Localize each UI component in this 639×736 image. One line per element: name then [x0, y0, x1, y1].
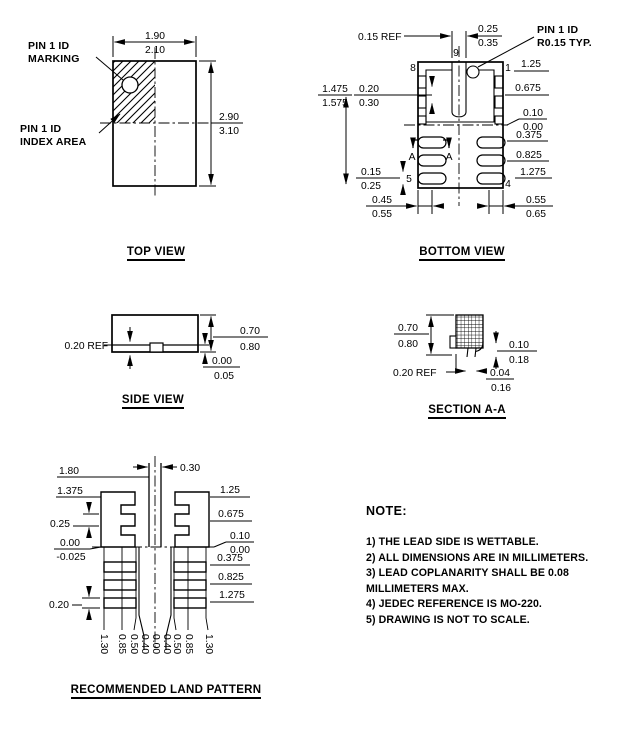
lead-width-max: 0.25 [360, 181, 382, 192]
land-0-10: 0.10 [229, 531, 251, 542]
section-height-min: 0.70 [397, 323, 419, 334]
land-bottom-dim-6: 0.50 [171, 634, 182, 655]
land-bottom-dim-5: 0.40 [161, 634, 172, 655]
land-extension-lines [104, 547, 208, 630]
land-0-25: 0.25 [49, 519, 71, 530]
land-0-20: 0.20 [48, 600, 70, 611]
note-heading: NOTE: [366, 504, 407, 518]
bottom-view-title [402, 242, 522, 261]
bottom-ref-top: 0.15 REF [358, 32, 402, 43]
side-view-title [98, 390, 208, 409]
pin-4-label: 4 [505, 179, 511, 190]
land-0-00b: 0.00 [229, 545, 251, 556]
section-marker-a-right: A [445, 152, 453, 163]
land-comb-right [175, 492, 209, 547]
land-1-25: 1.25 [219, 485, 241, 496]
land-0-30: 0.30 [180, 463, 201, 474]
section-ref: 0.20 REF [393, 368, 437, 379]
corner-lead-max: 0.55 [371, 209, 393, 220]
side-height-min: 0.70 [239, 326, 261, 337]
note-line: MILLIMETERS MAX. [366, 582, 469, 595]
pin-8-label: 8 [410, 63, 416, 74]
section-wettable-step [450, 336, 456, 348]
pin1-marking-line2: MARKING [28, 52, 80, 65]
corner-lead-min: 0.45 [371, 195, 393, 206]
land-bottom-dim-7: 0.85 [183, 634, 194, 655]
standoff-max: 0.05 [213, 371, 235, 382]
pin1-index-callout [20, 123, 86, 148]
section-aa-view [393, 315, 537, 394]
section-marker-a-left: A [408, 152, 416, 163]
land-bottom-dim-1: 0.85 [116, 634, 127, 655]
section-dim2-min: 0.04 [489, 368, 511, 379]
side-ref: 0.20 REF [64, 341, 108, 352]
bottom-view-title-text: BOTTOM VIEW [419, 246, 505, 261]
pin-9-label: 9 [453, 48, 459, 59]
top-height-min: 2.90 [218, 112, 240, 123]
dim-0-10: 0.10 [522, 108, 544, 119]
land-bottom-dim-3: 0.40 [139, 634, 150, 655]
pin1-marking-line1: PIN 1 ID [28, 40, 70, 52]
pin-5-label: 5 [406, 174, 412, 185]
section-aa-title [403, 400, 531, 419]
notes-block [366, 504, 631, 629]
lead-width-min: 0.15 [360, 167, 382, 178]
land-bottom-dim-8: 1.30 [203, 634, 214, 655]
land-0-375: 0.375 [217, 553, 243, 564]
standoff-min: 0.00 [211, 356, 233, 367]
corner-lead2-max: 0.65 [525, 209, 547, 220]
pin1-radius-line2: R0.15 TYP. [537, 36, 592, 49]
section-dim1-min: 0.10 [508, 340, 530, 351]
land-1-375: 1.375 [57, 486, 83, 497]
pad-width-max: 0.30 [358, 98, 380, 109]
note-line: 4) JEDEC REFERENCE IS MO-220. [366, 598, 542, 611]
bottom-view-thermal-pad-outline [426, 70, 494, 122]
dim-0-375: 0.375 [516, 130, 542, 141]
side-view-title-text: SIDE VIEW [122, 394, 184, 409]
pin-1-label: 1 [505, 63, 511, 74]
top-view-pin1-marking-circle [122, 77, 138, 93]
section-lead-body-hatched [456, 315, 483, 348]
land-0-00: 0.00 [59, 538, 81, 549]
pin1-radius-line1: PIN 1 ID [537, 24, 579, 36]
land-0-825: 0.825 [218, 572, 244, 583]
land-pattern [49, 456, 254, 654]
land-pattern-title [55, 680, 277, 699]
slot-width-max: 0.35 [477, 38, 499, 49]
side-view-lead-bump [150, 343, 163, 352]
top-width-min: 1.90 [144, 31, 166, 42]
pin1-radius-callout [537, 24, 592, 49]
land-1-80: 1.80 [58, 466, 80, 477]
note-line: 3) LEAD COPLANARITY SHALL BE 0.08 [366, 567, 570, 580]
land-bottom-dim-2: 0.50 [128, 634, 139, 655]
side-view [65, 315, 269, 382]
pad-width-min: 0.20 [358, 84, 380, 95]
section-dim2-max: 0.16 [490, 383, 512, 394]
dim-1-25: 1.25 [520, 59, 542, 70]
note-line: 1) THE LEAD SIDE IS WETTABLE. [366, 536, 539, 548]
dim-0-00: 0.00 [522, 122, 544, 133]
land-pattern-title-text: RECOMMENDED LAND PATTERN [71, 684, 262, 699]
top-width-max: 2.10 [144, 45, 166, 56]
land-0-675: 0.675 [218, 509, 244, 520]
pin1-index-line1: PIN 1 ID [20, 123, 62, 135]
note-line: 2) ALL DIMENSIONS ARE IN MILLIMETERS. [366, 551, 589, 564]
land-bottom-dim-4: 0.00 [150, 634, 161, 655]
dim-1-275: 1.275 [520, 167, 546, 178]
top-view-title [96, 242, 216, 261]
land-neg-0-025: -0.025 [56, 552, 86, 563]
side-height-max: 0.80 [239, 342, 261, 353]
section-aa-title-text: SECTION A-A [428, 404, 506, 419]
pad-length-min: 1.475 [322, 84, 348, 95]
land-comb-left [101, 492, 135, 547]
dim-0-825: 0.825 [516, 150, 542, 161]
slot-width-min: 0.25 [477, 24, 499, 35]
land-bottom-dim-0: 1.30 [98, 634, 109, 655]
top-view-title-text: TOP VIEW [127, 246, 185, 261]
side-view-dimension-text [65, 326, 261, 382]
top-view-dimension-text [145, 31, 239, 137]
dim-0-675: 0.675 [515, 83, 541, 94]
land-bottom-rotated-dims [98, 634, 214, 654]
top-height-max: 3.10 [218, 126, 240, 137]
note-line: 5) DRAWING IS NOT TO SCALE. [366, 613, 530, 626]
pad-length-max: 1.575 [322, 98, 348, 109]
top-view [96, 31, 243, 198]
section-height-max: 0.80 [397, 339, 419, 350]
pin1-index-line2: INDEX AREA [20, 135, 87, 148]
land-1-275: 1.275 [219, 590, 245, 601]
corner-lead2-min: 0.55 [525, 195, 547, 206]
bottom-view-lead-pads [418, 137, 505, 184]
bottom-view [318, 24, 553, 220]
section-dim1-max: 0.18 [508, 355, 530, 366]
pin1-marking-callout [28, 40, 80, 65]
bottom-view-pin1-id-circle [467, 66, 479, 78]
